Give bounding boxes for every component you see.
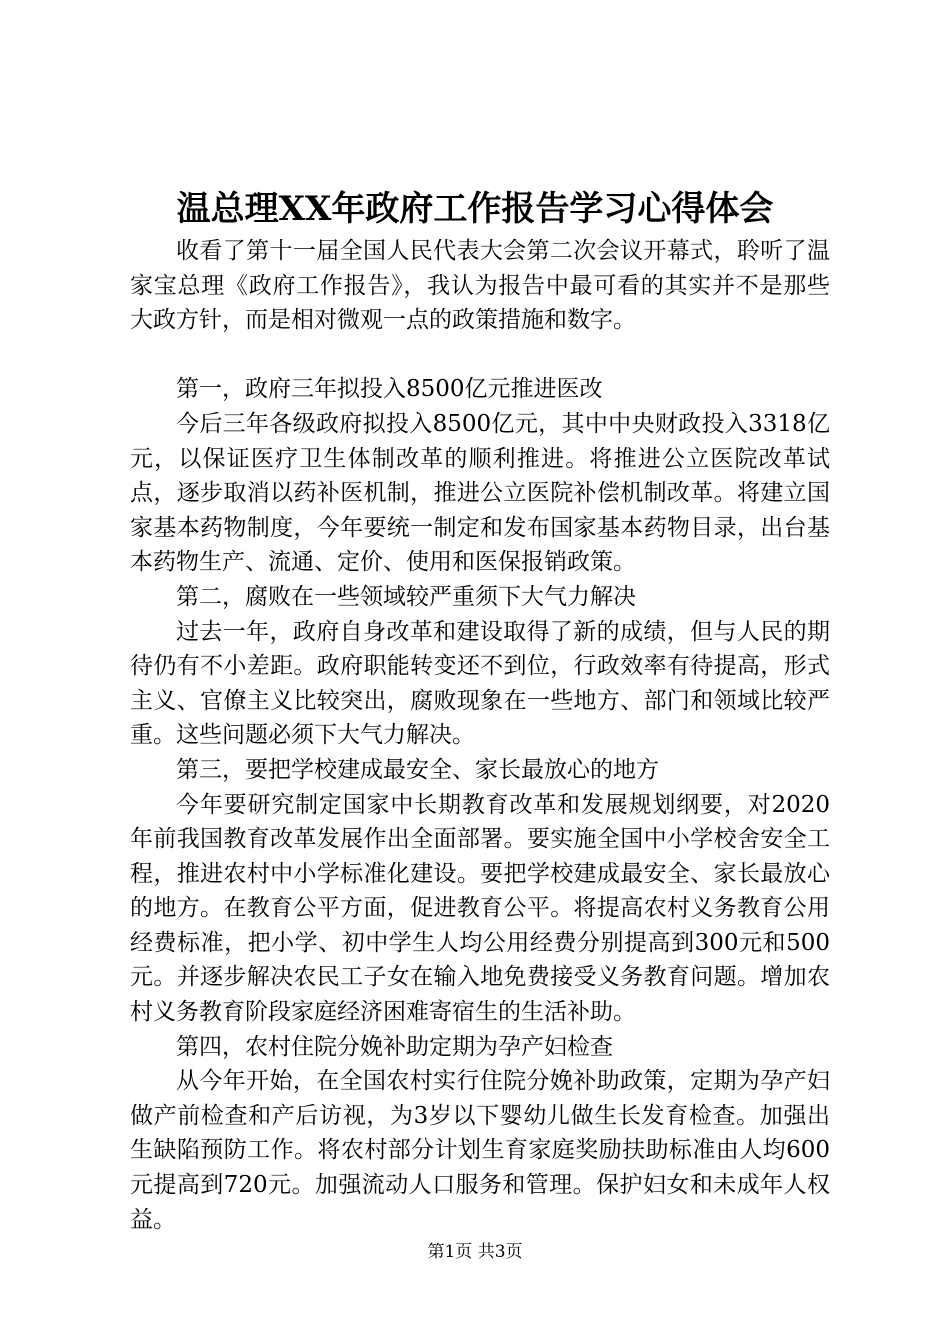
document-title: 温总理XX年政府工作报告学习心得体会 (176, 189, 774, 229)
section-heading-2: 第二，腐败在一些领域较严重须下大气力解决 (176, 583, 636, 610)
section-heading-3: 第三，要把学校建成最安全、家长最放心的地方 (176, 756, 659, 783)
section-body-3: 今年要研究制定国家中长期教育改革和发展规划纲要，对2020年前我国教育改革发展作出全面部署。要实施全国中小学校舍安全工程，推进农村中小学标准化建设。要把学校建成最安全、家长最放心的地方。在教育公平方面，促进教育公平。将提高农村义务教育公用经费标准，把小学、初中学生人均公用经费分别提高到300元和500元。并逐步解决农民工子女在输入地免费接受义务教育问题。增加农村义务教育阶段家庭经济困难寄宿生的生活补助。 (130, 791, 830, 1026)
intro-paragraph: 收看了第十一届全国人民代表大会第二次会议开幕式，聆听了温家宝总理《政府工作报告》，我认为报告中最可看的其实并不是那些大政方针，而是相对微观一点的政策措施和数字。 (130, 238, 830, 334)
section-body-4: 从今年开始，在全国农村实行住院分娩补助政策，定期为孕产妇做产前检查和产后访视，为3岁以下婴幼儿做生长发育检查。加强出生缺陷预防工作。将农村部分计划生育家庭奖励扶助标准由人均600元提高到720元。加强流动人口服务和管理。保护妇女和未成年人权益。 (130, 1068, 830, 1233)
section-heading-4: 第四，农村住院分娩补助定期为孕产妇检查 (176, 1033, 613, 1060)
page-footer: 第1页 共3页 (427, 1242, 523, 1262)
document-body (130, 234, 830, 1237)
section-heading-1: 第一，政府三年拟投入8500亿元推进医改 (176, 376, 603, 403)
section-body-2: 过去一年，政府自身改革和建设取得了新的成绩，但与人民的期待仍有不小差距。政府职能转变还不到位，行政效率有待提高，形式主义、官僚主义比较突出，腐败现象在一些地方、部门和领域比较严重。这些问题必须下大气力解决。 (130, 618, 830, 749)
section-body-1: 今后三年各级政府拟投入8500亿元，其中中央财政投入3318亿元，以保证医疗卫生体制改革的顺利推进。将推进公立医院改革试点，逐步取消以药补医机制，推进公立医院补偿机制改革。将建立国家基本药物制度，今年要统一制定和发布国家基本药物目录，出台基本药物生产、流通、定价、使用和医保报销政策。 (130, 410, 830, 576)
